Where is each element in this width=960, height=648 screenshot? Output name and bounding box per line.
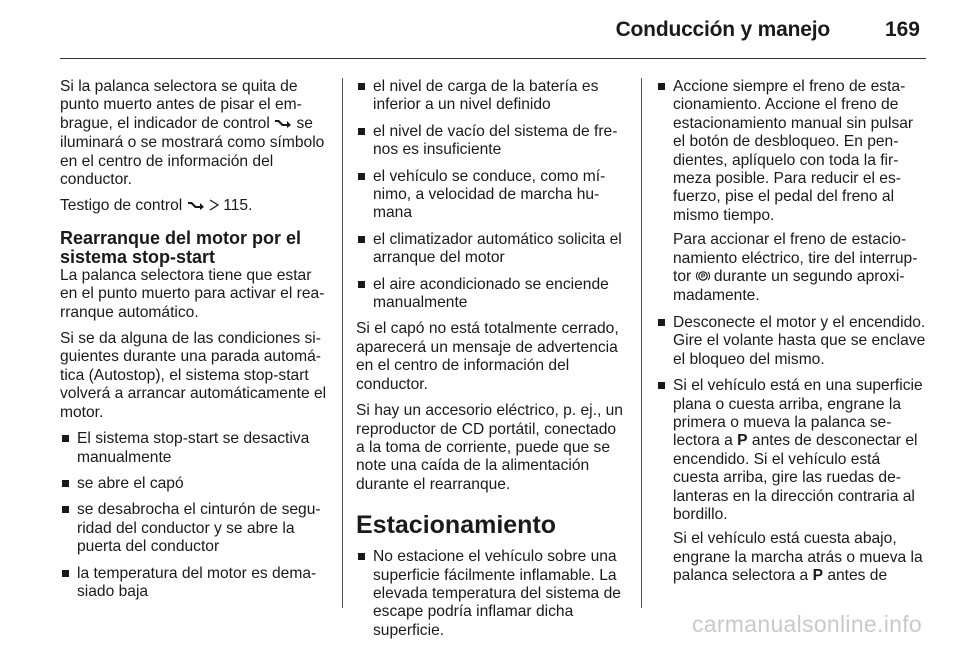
section-title: Conducción y manejo [615,18,830,41]
list-item: Desconecte el motor y el encendido. Gire el volante hasta que se enclave el bloqueo del mismo. [656,314,926,369]
list-item: No estacione el vehículo sobre una superficie fácilmente inflamable. La elevada temperatura del sistema de escape podría inflamar dicha superficie. [356,548,626,640]
list-item: Accione siempre el freno de estacionamiento. Accione el freno de estacionamiento manual sin pulsar el botón de desbloqueo. En pendientes, aplíquelo con toda la firmeza posible. Para reducir el esfuerzo, pise el pedal del freno al mismo tiempo. [656,78,926,225]
header-divider [60,58,926,59]
list-item: Si el vehículo está en una superficie plana o cuesta arriba, engrane la primera o mueva la palanca selectora a P antes de desconectar el encendido. Si el vehículo está cuesta arriba, gire las ruedas delanteras en la dirección contraria al bordillo. [656,377,926,524]
page-number: 169 [884,18,920,41]
column-3 [656,78,926,594]
list-item: el nivel de vacío del sistema de frenos es insuficiente [356,123,626,160]
column-divider-1 [342,78,343,608]
paragraph: Si se da alguna de las condiciones siguientes durante una parada automática (Autostop), el sistema stop-start volverá a arrancar automáticamente el motor. [60,330,327,421]
parking-brake-switch-icon [696,269,710,287]
sub-paragraph: Para accionar el freno de estacionamiento eléctrico, tire del interruptor durante un segundo aproximadamente. [673,231,918,305]
list-item: el climatizador automático solicita el arranque del motor [356,231,626,268]
sub-paragraph: Si el vehículo está cuesta abajo, engrane la marcha atrás o mueva la palanca selectora a P antes de [673,530,923,585]
list-item: el vehículo se conduce, como mínimo, a velocidad de marcha humana [356,168,626,223]
bullet-list [356,78,626,312]
paragraph: La palanca selectora tiene que estar en el punto muerto para activar el rearranque automático. [60,266,325,321]
bullet-list [60,430,328,601]
subsection-heading: Rearranque del motor por el sistema stop-start [60,227,302,267]
list-item: la temperatura del motor es demasiado baja [60,565,328,602]
paragraph: Testigo de control 115. [60,197,328,216]
list-item: se abre el capó [60,475,328,493]
list-item: el nivel de carga de la batería es inferior a un nivel definido [356,78,626,115]
page-reference-arrow-icon [209,198,219,216]
bullet-list [356,548,626,640]
paragraph: Si la palanca selectora se quita de punto muerto antes de pisar el embrague, el indicador de control se iluminará o se mostrará como símbolo en el centro de información del conductor. [60,78,325,189]
column-1 [60,78,328,609]
stop-start-indicator-icon [187,198,205,216]
column-divider-2 [641,78,642,608]
section-heading: Estacionamiento [356,511,557,540]
column-2 [356,78,626,648]
page-header [0,0,960,62]
bullet-list [656,78,926,225]
list-item: El sistema stop-start se desactiva manualmente [60,430,328,467]
paragraph: Si el capó no está totalmente cerrado, aparecerá un mensaje de advertencia en el centro de información del conductor. [356,320,619,393]
list-item: el aire acondicionado se enciende manualmente [356,276,626,313]
paragraph: Si hay un accesorio eléctrico, p. ej., un reproductor de CD portátil, conectado a la toma de corriente, puede que se note una caída de la alimentación durante el rearranque. [356,402,623,493]
stop-start-indicator-icon [274,116,292,134]
watermark: carmanualsonline.info [691,611,922,637]
list-item: se desabrocha el cinturón de seguridad del conductor y se abre la puerta del conductor [60,501,328,556]
bullet-list [656,314,926,524]
